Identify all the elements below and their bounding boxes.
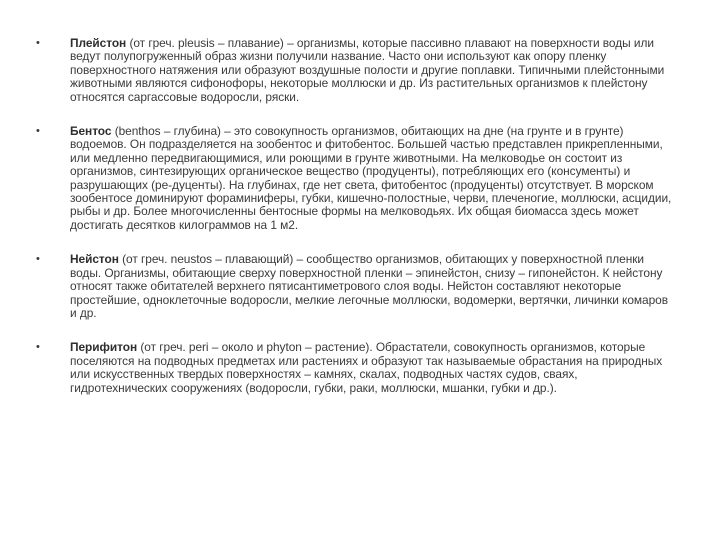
list-item-benthos bbox=[36, 125, 676, 232]
definition-periphyton: (от греч. peri – около и phyton – растение). Обрастатели, совокупность организмов, которые поселяются на подводных предметах или растениях и образуют так называемые обрастания на природных или искусственных твердых поверхностях – камнях, скалах, подводных частях судов, сваях, гидротехнических сооружениях (водоросли, губки, раки, моллюски, мшанки, губки и др.). bbox=[70, 340, 663, 395]
term-neuston: Нейстон bbox=[70, 252, 119, 267]
list-item-pleuston bbox=[36, 37, 676, 104]
bullet-icon: • bbox=[36, 253, 40, 266]
bullet-list bbox=[36, 37, 676, 395]
term-benthos: Бентос bbox=[70, 124, 112, 139]
definition-pleuston: (от греч. pleusis – плавание) – организмы, которые пассивно плавают на поверхности воды или ведут полупогруженный образ жизни получили название. Часто они используют как опору пленку поверхностного натяжения или образуют воздушные полости и другие поплавки. Типичными плейстонными животными являются сифонофоры, некоторые моллюски и др. Из растительных организмов к плейстону относятся саргассовые водоросли, ряски. bbox=[70, 36, 665, 104]
bullet-icon: • bbox=[36, 341, 40, 354]
term-pleuston: Плейстон bbox=[70, 36, 127, 50]
definition-neuston: (от греч. neustos – плавающий) – сообщество организмов, обитающих у поверхностной пленки воды. Организмы, обитающие сверху поверхностной пленки – эпинейстон, снизу – гипонейстон. К нейстону относят также обитателей верхнего пятисантиметрового слоя воды. Нейстон составляют некоторые простейшие, одноклеточные водоросли, мелкие легочные моллюски, водомерки, вертячки, личинки комаров и др. bbox=[70, 252, 668, 320]
list-item-periphyton bbox=[36, 341, 676, 395]
definition-benthos: (benthos – глубина) – это совокупность организмов, обитающих на дне (на грунте и в грунте) водоемов. Он подразделяется на зообентос и фитобентос. Большей частью представлен прикрепленными, или медленно передвигающимися, или роющими в грунте животными. На мелководье он состоит из организмов, синтезирующих органическое вещество (продуценты), потребляющих его (консументы) и разрушающих (ре-дуценты). На глубинах, где нет света, фитобентос (продуценты) отсутствует. В морском зообентосе доминируют фораминиферы, губки, кишечно-полостные, черви, плеченогие, моллюски, асцидии, рыбы и др. Более многочисленны бентосные формы на мелководьях. Их общая биомасса здесь может достигать десятков килограммов на 1 м2. bbox=[70, 124, 672, 232]
term-periphyton: Перифитон bbox=[70, 340, 138, 355]
bullet-icon: • bbox=[36, 125, 40, 138]
bullet-icon: • bbox=[36, 37, 40, 49]
list-item-neuston bbox=[36, 253, 676, 320]
